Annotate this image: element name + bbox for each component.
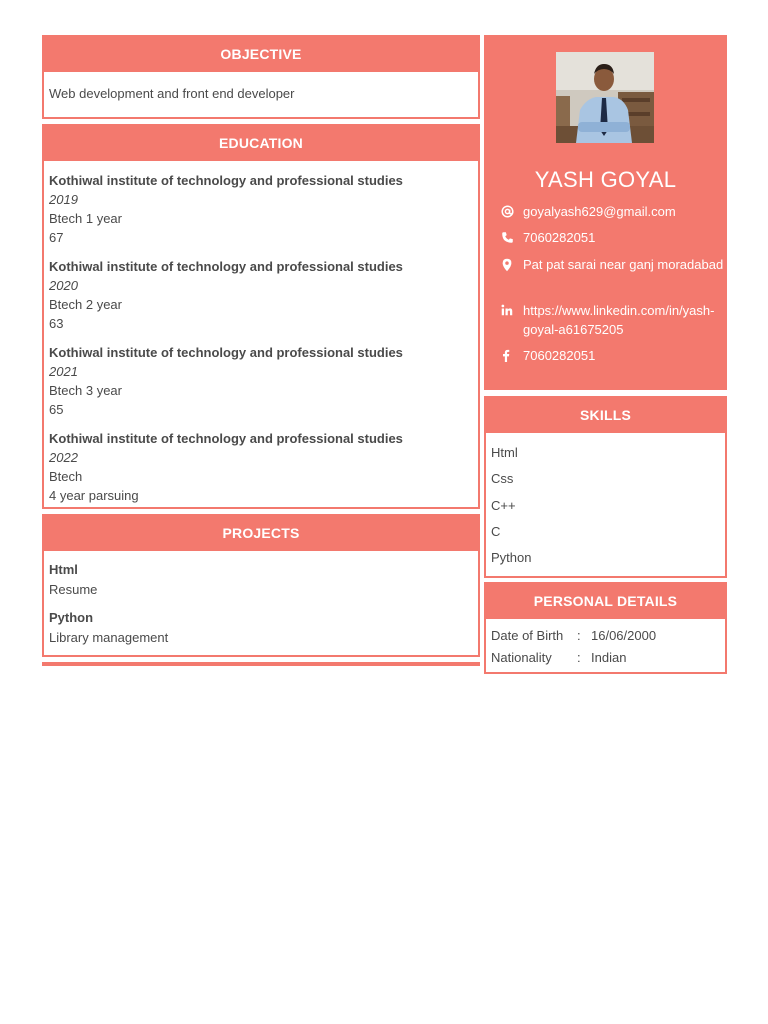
project-item [49, 560, 472, 600]
skill-item: Python [491, 550, 532, 566]
personal-details-heading: PERSONAL DETAILS [486, 584, 725, 619]
separator: : [577, 628, 581, 643]
objective-heading: OBJECTIVE [44, 37, 478, 72]
education-institute: Kothiwal institute of technology and professional studies [49, 431, 403, 446]
at-icon [501, 202, 523, 221]
education-section [42, 124, 480, 509]
projects-section [42, 514, 480, 657]
project-description: Resume [49, 582, 98, 597]
education-score: 65 [49, 402, 64, 417]
education-degree: Btech 3 year [49, 383, 122, 398]
nationality-row [491, 647, 719, 669]
nationality-value: Indian [591, 650, 627, 665]
education-score: 63 [49, 316, 64, 331]
contact-email[interactable] [501, 202, 727, 221]
skill-item: Css [491, 471, 514, 487]
dob-label: Date of Birth [491, 628, 564, 643]
address-text: Pat pat sarai near ganj moradabad [523, 257, 724, 272]
section-divider [42, 662, 480, 666]
dob-row [491, 625, 719, 647]
education-entry [49, 257, 472, 333]
linkedin-icon [501, 301, 523, 339]
skill-item: C++ [491, 497, 516, 513]
education-institute: Kothiwal institute of technology and professional studies [49, 345, 403, 360]
contact-facebook[interactable] [501, 346, 727, 365]
education-score: 4 year parsuing [49, 488, 139, 503]
projects-heading: PROJECTS [44, 516, 478, 551]
education-year: 2022 [49, 450, 78, 465]
education-degree: Btech 1 year [49, 211, 122, 226]
nationality-label: Nationality [491, 650, 552, 665]
education-entry [49, 343, 472, 419]
project-title: Python [49, 610, 94, 625]
linkedin-text[interactable]: https://www.linkedin.com/in/yash-goyal-a61675205 [523, 303, 715, 337]
profile-panel [484, 35, 727, 390]
skills-heading: SKILLS [486, 398, 725, 433]
education-institute: Kothiwal institute of technology and professional studies [49, 173, 403, 188]
objective-text: Web development and front end developer [49, 86, 295, 101]
skills-section [484, 396, 727, 578]
email-text: goyalyash629@gmail.com [523, 204, 676, 219]
skill-item: Html [491, 445, 518, 460]
education-score: 67 [49, 230, 64, 245]
education-institute: Kothiwal institute of technology and professional studies [49, 259, 403, 274]
project-item [49, 608, 472, 648]
education-degree: Btech [49, 469, 83, 484]
phone-icon [501, 228, 523, 247]
skill-item: C [491, 523, 501, 539]
separator: : [577, 650, 581, 665]
dob-value: 16/06/2000 [591, 628, 657, 643]
education-degree: Btech 2 year [49, 297, 122, 312]
education-entry [49, 171, 472, 247]
profile-photo [556, 52, 654, 143]
phone-text: 7060282051 [523, 230, 596, 245]
facebook-icon [501, 346, 523, 365]
education-year: 2019 [49, 192, 78, 207]
contact-linkedin[interactable] [501, 301, 727, 339]
education-year: 2021 [49, 364, 78, 379]
education-year: 2020 [49, 278, 78, 293]
profile-name: YASH GOYAL [534, 167, 677, 192]
facebook-text: 7060282051 [523, 348, 596, 363]
project-title: Html [49, 562, 78, 577]
contact-phone[interactable] [501, 228, 727, 247]
personal-details-section [484, 582, 727, 674]
education-entry [49, 429, 472, 505]
location-pin-icon [501, 255, 523, 274]
contact-address [501, 255, 727, 274]
education-heading: EDUCATION [44, 126, 478, 161]
objective-section [42, 35, 480, 119]
project-description: Library management [49, 630, 169, 645]
